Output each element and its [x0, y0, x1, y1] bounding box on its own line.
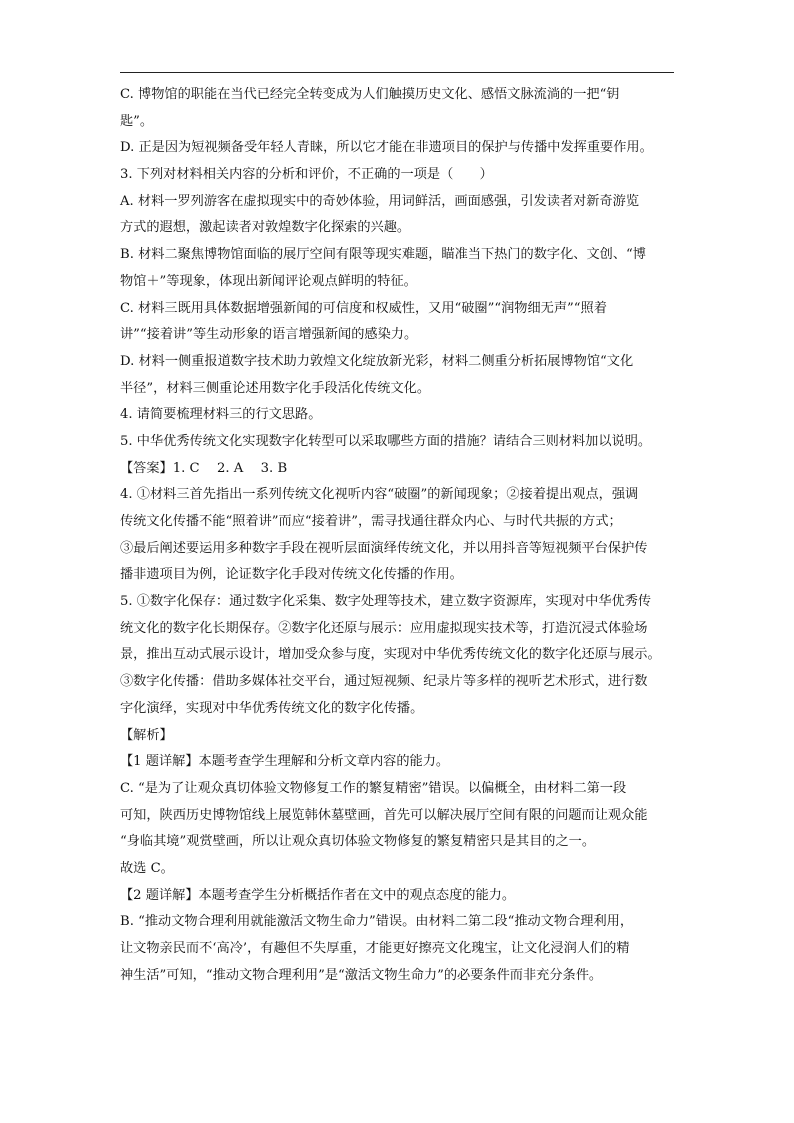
answer-4-line-1: 4. ①材料三首先指出一系列传统文化视听内容“破圈”的新闻现象；②接着提出观点，强调 — [120, 487, 639, 503]
q3-option-c-line-1: C. 材料三既用具体数据增强新闻的可信度和权威性，又用“破圈”“润物细无声”“照着 — [120, 300, 607, 316]
answer-4-line-3: ③最后阐述要运用多种数字手段在视听层面演绎传统文化，并以用抖音等短视频平台保护传 — [120, 540, 648, 556]
analysis-heading: 【解析】 — [120, 727, 173, 743]
analysis-1-heading: 【1 题详解】本题考查学生理解和分析文章内容的能力。 — [120, 754, 450, 770]
answer-key: 【答案】1. C 2. A 3. B — [120, 460, 288, 476]
analysis-1-line-2: 可知，陕西历史博物馆线上展览韩休墓壁画，首先可以解决展厅空间有限的问题而让观众能 — [120, 807, 648, 823]
header-rule — [120, 72, 674, 73]
q3-option-b-line-2: 物馆＋”等现象，体现出新闻评论观点鲜明的特征。 — [120, 273, 417, 289]
q3-option-b-line-1: B. 材料二聚焦博物馆面临的展厅空间有限等现实难题，瞄准当下热门的数字化、文创、“博 — [120, 247, 646, 263]
q3-option-c-line-2: 讲”“接着讲”等生动形象的语言增强新闻的感染力。 — [120, 327, 418, 343]
answer-4-line-2: 传统文化传播不能“照着讲”而应“接着讲”，需寻找通往群众内心、与时代共振的方式； — [120, 514, 622, 529]
analysis-1-conclusion: 故选 C。 — [120, 860, 174, 876]
q3-option-d-line-1: D. 材料一侧重报道数字技术助力敦煌文化绽放新光彩，材料二侧重分析拓展博物馆“文化 — [120, 353, 634, 369]
answer-5-line-5: 字化演绎，实现对中华优秀传统文化的数字化传播。 — [120, 700, 424, 716]
question-5: 5. 中华优秀传统文化实现数字化转型可以采取哪些方面的措施？请结合三则材料加以说明。 — [120, 433, 652, 449]
q3-option-a-line-2: 方式的遐想，激起读者对敦煌数字化探索的兴趣。 — [120, 220, 411, 236]
answer-4-line-4: 播非遗项目为例，论证数字化手段对传统文化传播的作用。 — [120, 567, 463, 583]
option-d-line: D. 正是因为短视频备受年轻人青睐，所以它才能在非遗项目的保护与传播中发挥重要作用。 — [120, 140, 653, 156]
option-c-line-1: C. 博物馆的职能在当代已经完全转变成为人们触摸历史文化、感悟文脉流淌的一把“钥 — [120, 87, 620, 102]
analysis-2-line-3: 神生活”可知，“推动文物合理利用”是“激活文物生命力”的必要条件而非充分条件。 — [120, 967, 603, 983]
analysis-2-line-2: 让文物亲民而不‘高冷’，有趣但不失厚重，才能更好擦亮文化瑰宝，让文化浸润人们的精 — [120, 941, 630, 956]
q3-option-a-line-1: A. 材料一罗列游客在虚拟现实中的奇妙体验，用词鲜活，画面感强，引发读者对新奇游览 — [120, 193, 640, 209]
answer-5-line-3: 景，推出互动式展示设计，增加受众参与度，实现对中华优秀传统文化的数字化还原与展示。 — [120, 647, 661, 663]
q3-option-d-line-2: 半径”，材料三侧重论述用数字化手段活化传统文化。 — [120, 380, 431, 396]
analysis-1-line-3: “身临其境”观赏壁画，所以让观众真切体验文物修复的繁复精密只是其目的之一。 — [120, 834, 596, 850]
option-c-line-2: 匙”。 — [120, 113, 154, 129]
question-4: 4. 请简要梳理材料三的行文思路。 — [120, 407, 322, 423]
analysis-2-line-1: B. “推动文物合理利用就能激活文物生命力”错误。由材料二第二段“推动文物合理利用， — [120, 914, 634, 930]
analysis-2-heading: 【2 题详解】本题考查学生分析概括作者在文中的观点态度的能力。 — [120, 887, 516, 903]
answer-5-line-2: 统文化的数字化长期保存。②数字化还原与展示：应用虚拟现实技术等，打造沉浸式体验场 — [120, 620, 648, 636]
document-body — [120, 82, 680, 989]
question-3: 3. 下列对材料相关内容的分析和评价，不正确的一项是（ ） — [120, 167, 493, 183]
answer-5-line-1: 5. ①数字化保存：通过数字化采集、数字处理等技术，建立数字资源库，实现对中华优秀传 — [120, 594, 652, 610]
analysis-1-line-1: C. “是为了让观众真切体验文物修复工作的繁复精密”错误。以偏概全，由材料二第一段 — [120, 780, 627, 796]
answer-5-line-4: ③数字化传播：借助多媒体社交平台，通过短视频、纪录片等多样的视听艺术形式，进行数 — [120, 674, 648, 690]
